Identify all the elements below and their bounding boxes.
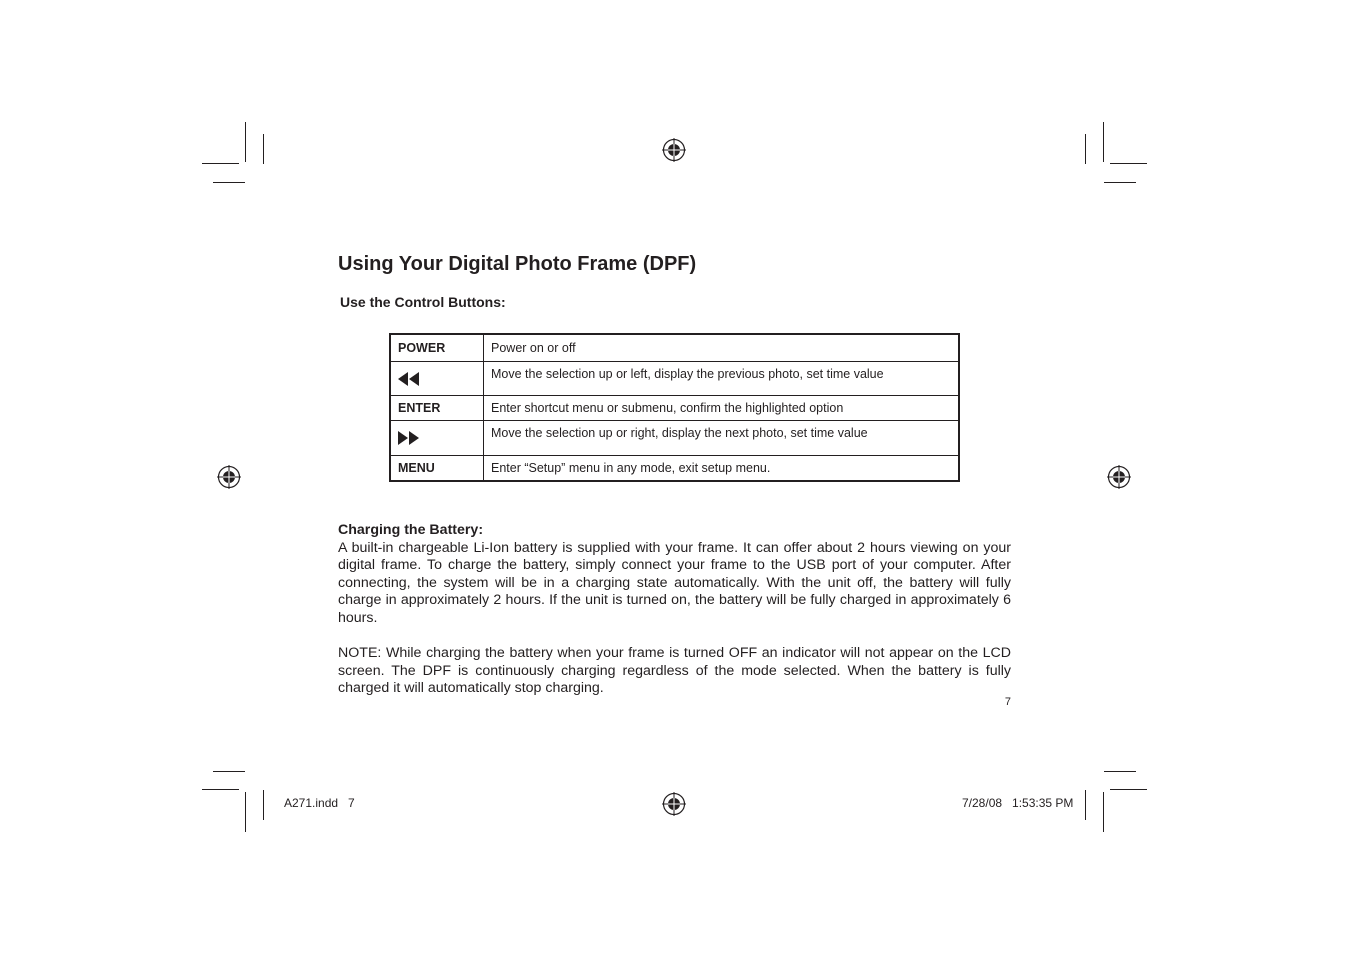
- registration-mark-icon: [1107, 465, 1131, 489]
- slug-timestamp: 7/28/08 1:53:35 PM: [962, 796, 1074, 810]
- registration-mark-icon: [217, 465, 241, 489]
- table-row: [390, 334, 959, 362]
- button-key-label: ENTER: [390, 396, 484, 421]
- battery-paragraph: A built-in chargeable Li-Ion battery is supplied with your frame. It can offer about 2 hours viewing on your digital frame. To charge the battery, simply connect your frame to the USB port of your computer. After connecting, the system will be in a charging state automatically. With the unit off, the battery will fully charge in approximately 2 hours. If the unit is turned on, the battery will be fully charged in approximately 6 hours.: [338, 539, 1011, 626]
- button-description: Enter shortcut menu or submenu, confirm the highlighted option: [484, 396, 960, 421]
- crop-mark: [263, 134, 264, 164]
- crop-mark: [1103, 792, 1104, 832]
- registration-mark-icon: [662, 792, 686, 816]
- crop-mark: [202, 163, 239, 164]
- table-row: [390, 396, 959, 421]
- page-title: Using Your Digital Photo Frame (DPF): [338, 253, 697, 275]
- table-row: [390, 421, 959, 456]
- button-description: Move the selection up or right, display the next photo, set time value: [484, 421, 960, 456]
- battery-heading: Charging the Battery:: [338, 522, 484, 538]
- crop-mark: [1104, 771, 1136, 772]
- crop-mark: [1085, 790, 1086, 820]
- button-description: Power on or off: [484, 334, 960, 362]
- crop-mark: [1110, 163, 1147, 164]
- crop-mark: [1104, 182, 1136, 183]
- crop-mark: [1085, 134, 1086, 164]
- crop-mark: [213, 771, 245, 772]
- rewind-icon: [398, 372, 420, 386]
- section-subtitle: Use the Control Buttons:: [340, 294, 506, 310]
- battery-section: [338, 522, 1011, 698]
- control-buttons-table: [389, 333, 960, 482]
- table-row: [390, 362, 959, 396]
- registration-mark-icon: [662, 138, 686, 162]
- page-number: 7: [1004, 696, 1011, 708]
- button-description: Move the selection up or left, display the previous photo, set time value: [484, 362, 960, 396]
- table-row: [390, 456, 959, 482]
- button-key-label: POWER: [390, 334, 484, 362]
- button-key-cell: [390, 421, 484, 456]
- crop-mark: [263, 790, 264, 820]
- crop-mark: [1110, 789, 1147, 790]
- button-description: Enter “Setup” menu in any mode, exit setup menu.: [484, 456, 960, 482]
- crop-mark: [1103, 122, 1104, 162]
- battery-note-paragraph: NOTE: While charging the battery when your frame is turned OFF an indicator will not appear on the LCD screen. The DPF is continuously charging regardless of the mode selected. When the battery is fully charged it will automatically stop charging.: [338, 645, 1011, 697]
- slug-filename: A271.indd 7: [284, 796, 355, 810]
- fast-forward-icon: [398, 431, 420, 445]
- button-key-cell: [390, 362, 484, 396]
- crop-mark: [202, 789, 239, 790]
- crop-mark: [213, 182, 245, 183]
- crop-mark: [245, 792, 246, 832]
- crop-mark: [245, 122, 246, 162]
- button-key-label: MENU: [390, 456, 484, 482]
